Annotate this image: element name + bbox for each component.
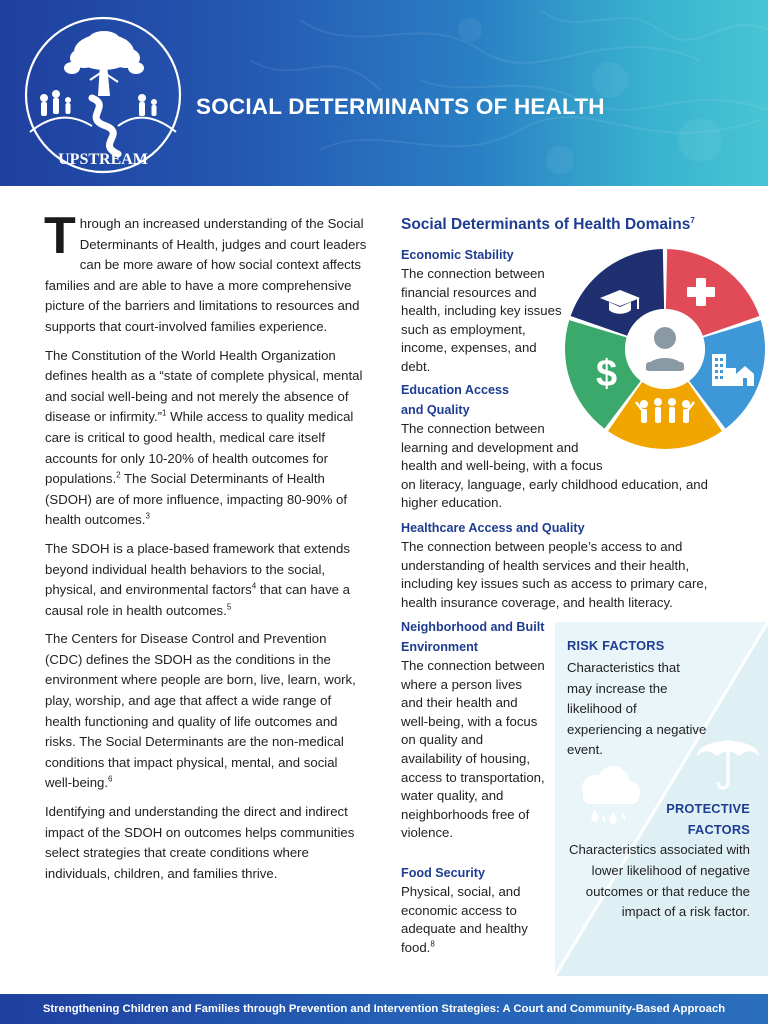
dropcap-letter: T [44,207,76,265]
protective-factors-title [610,798,750,840]
domains-title [401,216,731,234]
p2-text-b: While access to quality medical care is critical to good health, medical care itself accounts for only 10-20% of health outcomes for populations. [45,409,354,487]
protective-title-line2: FACTORS [687,822,750,837]
domain-heading: Food Security [401,866,485,880]
food-text: Physical, social, and economic access to adequate and healthy food. [401,884,528,955]
footer-bar [0,994,768,1024]
risk-protective-panel [555,622,768,976]
edu-line-3: health and well-being, with a focus [401,458,603,474]
protective-title-line1: PROTECTIVE [666,801,750,816]
upstream-logo [22,14,184,176]
intro-paragraph-2 [45,346,367,531]
footnote-ref-3: 3 [145,511,150,521]
domain-heading: Healthcare Access and Quality [401,521,585,535]
footnote-ref-8: 8 [430,939,435,949]
p3-text-b: that can have a causal role in health outcomes. [45,582,351,618]
dollar-sign-icon: $ [596,353,618,395]
footnote-ref-6: 6 [108,775,113,785]
domain-heading-line1: Education Access [401,383,510,397]
umbrella-icon [693,726,763,792]
domain-heading: Economic Stability [401,248,514,262]
intro-paragraph-1-text: hrough an increased understanding of the Social Determinants of Health, judges and court leaders can be more aware of how social context affects families and are able to have a more comprehensive picture of the barriers and limitations to resources and supports that court-involved families experience. [45,216,367,334]
risk-factors-text: Characteristics that may increase the likelihood of experiencing a negative event. [567,660,707,758]
domain-neighborhood [401,617,546,843]
p2-text-a: The Constitution of the World Health Organization defines health as a “state of complete physical, mental and social well-being and not merely the absence of disease or infirmity.” [45,347,363,425]
domains-title-text: Social Determinants of Health Domains [401,216,691,233]
protective-factors-text: Characteristics associated with lower likelihood of negative outcomes or that reduce the impact of a risk factor. [568,842,750,920]
edu-line-rest: on literacy, language, early childhood education, and higher education. [401,476,708,511]
intro-paragraph-4 [45,629,367,794]
edu-line-2: learning and development and [401,439,579,455]
header-banner [0,0,768,186]
intro-column [44,207,367,892]
intro-paragraph-3 [45,539,367,621]
edu-line-1: The connection between [401,421,545,436]
p3-text-a: The SDOH is a place-based framework that extends beyond individual health behaviors to the social, physical, and environmental factors [45,540,350,598]
intro-paragraph-1 [44,207,367,338]
p4-text-a: The Centers for Disease Control and Prevention (CDC) defines the SDOH as the conditions in the environment where people are born, live, learn, work, play, worship, and age that affect a wide range of health functioning and quality of life outcomes and risks. The Social Determinants are the non-medical conditions that impact physical, mental, and social well-being. [45,631,356,791]
intro-paragraph-5: Identifying and understanding the direct and indirect impact of the SDOH on outcomes helps communities select strategies that create conditions where individuals, children, and families thrive. [45,804,355,881]
footnote-ref-1: 1 [162,408,167,418]
domain-text: The connection between where a person lives and their health and well-being, with a focus on quality and availability of housing, access to transportation, water quality, and neighborhoods free of violence. [401,658,545,841]
domain-text: The connection between people’s access to and understanding of health services and their health, including key issues such as access to primary care, health insurance coverage, and health literacy. [401,539,708,610]
domain-economic-stability [401,245,566,377]
footnote-ref-5: 5 [226,602,232,612]
domain-healthcare [401,518,731,612]
logo-text: UPSTREAM [58,151,148,168]
footer-text: Strengthening Children and Families through Prevention and Intervention Strategies: A Court and Community-Based Approach [42,1003,726,1015]
domain-wheel [562,246,768,452]
domain-wheel-graphic [562,246,768,452]
risk-factors-title: RISK FACTORS [567,638,665,653]
p2-text-c: The Social Determinants of Health (SDOH) are of more influence, impacting 80-90% of health outcomes. [45,471,347,528]
domain-text: The connection between financial resources and health, including key issues such as employment, income, expenses, and debt. [401,266,562,374]
tree-river-logo-icon [22,14,184,176]
footnote-ref-2: 2 [116,470,121,480]
domain-heading: Neighborhood and Built Environment [401,620,545,654]
footnote-ref-7: 7 [690,215,695,225]
domain-text [401,883,546,957]
domain-heading-line2: and Quality [401,403,470,417]
footnote-ref-4: 4 [251,581,257,591]
page-title: SOCIAL DETERMINANTS OF HEALTH [196,94,605,119]
domain-food-security [401,863,546,957]
